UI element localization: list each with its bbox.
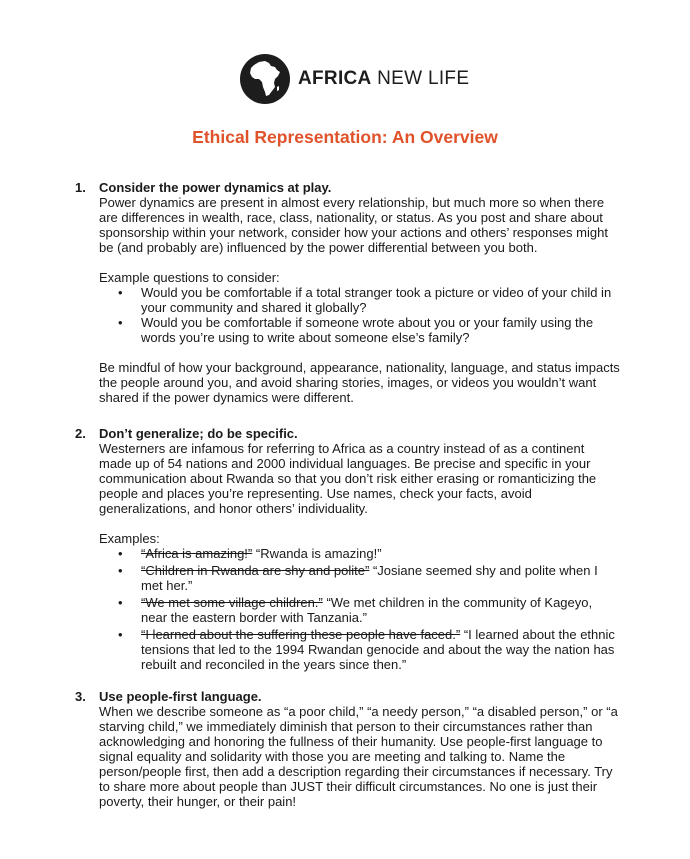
section-intro: Power dynamics are present in almost every relationship, but much more so when there are differences in wealth, race, class, nationality, or status. As you post and share about sponsorship within your network, consider how your actions and others’ responses might be (and probably are) influenced by the power differential between you both. [99, 195, 608, 255]
list-item: • Would you be comfortable if a total stranger took a picture or video of your child in your community and shared it globally? [99, 285, 620, 315]
list-item [99, 627, 620, 672]
struck-example: “Africa is amazing!” [141, 546, 253, 561]
better-example: “We met children in the community of Kageyo, near the eastern border with Tanzania.” [141, 595, 593, 625]
section-intro: When we describe someone as “a poor child,” “a needy person,” “a disabled person,” or “a starving child,” we immediately diminish that person to their circumstances rather than acknowledging and honoring the fullness of their humanity. Use people-first language to signal equality and solidarity with those you are meeting and talking to. Name the person/people first, then add a description regarding their circumstances if necessary. Try to share more about people than JUST their difficult circumstances. No one is just their poverty, their hunger, or their pain! [99, 704, 618, 809]
section-heading: Consider the power dynamics at play. [99, 180, 332, 195]
better-example: “I learned about the ethnic tensions that led to the 1994 Rwandan genocide and about the way the nation has rebuilt and reconciled in the years since then.” [141, 627, 615, 672]
section-3 [75, 689, 620, 809]
better-example: “Rwanda is amazing!” [252, 546, 382, 561]
list-label: Examples: [99, 531, 160, 546]
question-list [99, 285, 620, 345]
struck-example: “I learned about the suffering these people have faced.” [141, 627, 461, 642]
example-list [99, 546, 620, 672]
section-number: 1. [75, 180, 86, 195]
list-item [99, 595, 620, 625]
africa-map-icon [240, 54, 290, 104]
list-item [99, 563, 620, 593]
section-1 [75, 180, 620, 405]
struck-example: “We met some village children.” [141, 595, 323, 610]
document-body [75, 180, 620, 809]
list-item [99, 546, 620, 561]
africa-new-life-logo [240, 51, 469, 107]
better-example: “Josiane seemed shy and polite when I met her.” [141, 563, 598, 593]
logo-wordmark: AFRICA NEW LIFE [298, 68, 470, 89]
section-heading: Don’t generalize; do be specific. [99, 426, 298, 441]
section-number: 2. [75, 426, 86, 441]
section-heading: Use people-first language. [99, 689, 262, 704]
list-item: • Would you be comfortable if someone wrote about you or your family using the words you’re using to write about someone else’s family? [99, 315, 620, 345]
struck-example: “Children in Rwanda are shy and polite” [141, 563, 370, 578]
section-2 [75, 426, 620, 672]
page-title: Ethical Representation: An Overview [192, 127, 498, 147]
section-closing: Be mindful of how your background, appearance, nationality, language, and status impacts the people around you, and avoid sharing stories, images, or videos you wouldn’t want shared if the power dynamics were different. [99, 360, 620, 405]
list-label: Example questions to consider: [99, 270, 280, 285]
section-number: 3. [75, 689, 86, 704]
section-intro: Westerners are infamous for referring to Africa as a country instead of as a continent made up of 54 nations and 2000 individual languages. Be precise and specific in your communication about Rwanda so that you don’t risk either erasing or romanticizing the people and places you’re representing. Use names, check your facts, avoid generalizations, and honor others’ individuality. [99, 441, 597, 516]
